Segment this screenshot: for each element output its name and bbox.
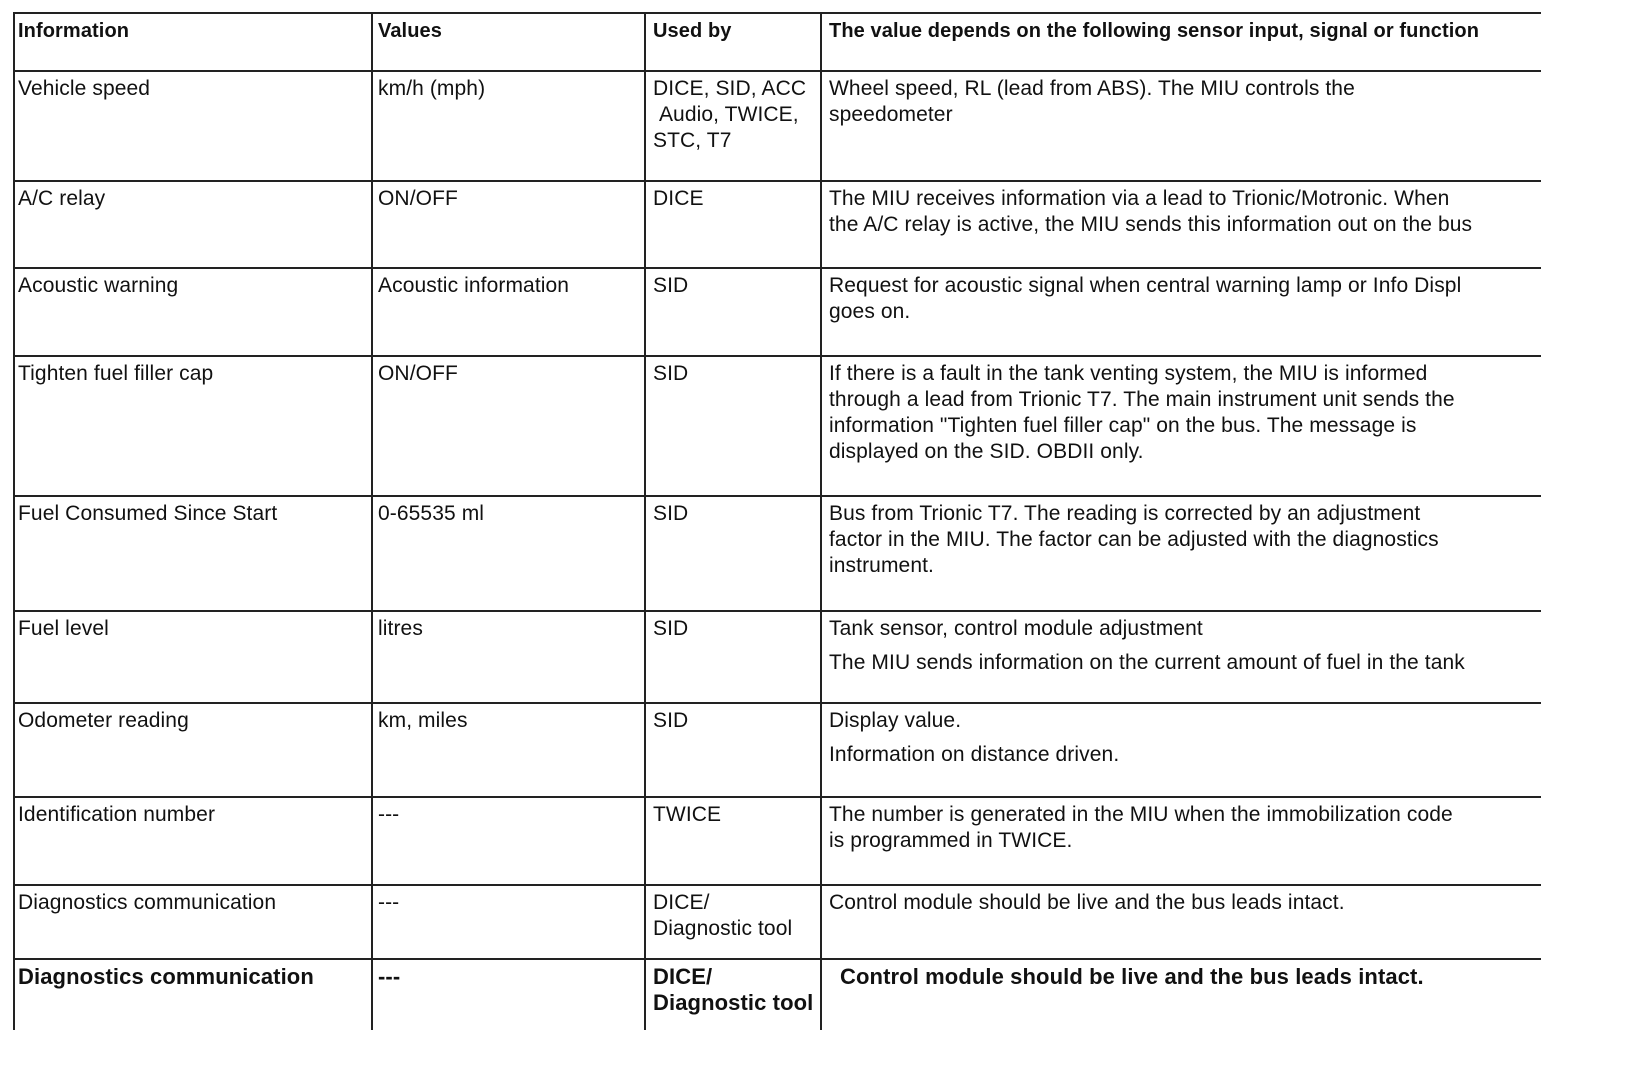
table-row: [13, 269, 1541, 357]
cell-used-by: DICE/ Diagnostic tool: [646, 960, 822, 1030]
depends-on-paragraph: Information on distance driven.: [829, 743, 1120, 766]
cell-information: Odometer reading: [13, 704, 373, 798]
cell-used-by: SID: [646, 357, 822, 497]
cell-depends-on: [822, 612, 1541, 704]
depends-on-paragraph: If there is a fault in the tank venting system, the MIU is informed through a lead from Trionic T7. The main instrument unit sends the information "Tighten fuel filler cap" on the bus. The message is displayed on the SID. OBDII only.: [829, 362, 1455, 463]
cell-values: ON/OFF: [373, 357, 646, 497]
cell-information: Identification number: [13, 798, 373, 886]
cell-information: A/C relay: [13, 182, 373, 269]
cell-values: Acoustic information: [373, 269, 646, 357]
table-row: [13, 182, 1541, 269]
header-used-by: Used by: [646, 12, 822, 72]
cell-depends-on: [822, 497, 1541, 612]
cell-used-by: SID: [646, 704, 822, 798]
table-row: [13, 704, 1541, 798]
table-row: [13, 612, 1541, 704]
cell-depends-on: [822, 960, 1541, 1030]
depends-on-paragraph: Control module should be live and the bus leads intact.: [840, 964, 1424, 989]
cell-values: ON/OFF: [373, 182, 646, 269]
cell-depends-on: [822, 357, 1541, 497]
cell-depends-on: [822, 886, 1541, 960]
cell-used-by: DICE: [646, 182, 822, 269]
header-values: Values: [373, 12, 646, 72]
cell-values: litres: [373, 612, 646, 704]
cell-values: ---: [373, 960, 646, 1030]
depends-on-paragraph: Wheel speed, RL (lead from ABS). The MIU controls the speedometer: [829, 77, 1355, 126]
header-information: Information: [13, 12, 373, 72]
cell-values: km, miles: [373, 704, 646, 798]
depends-on-paragraph: Bus from Trionic T7. The reading is corrected by an adjustment factor in the MIU. The factor can be adjusted with the diagnostics instrument.: [829, 502, 1439, 577]
cell-values: ---: [373, 886, 646, 960]
cell-values: ---: [373, 798, 646, 886]
data-table: [13, 12, 1541, 1030]
depends-on-paragraph: The MIU receives information via a lead to Trionic/Motronic. When the A/C relay is active, the MIU sends this information out on the bus: [829, 187, 1473, 236]
depends-on-paragraph: The number is generated in the MIU when the immobilization code is programmed in TWICE.: [829, 803, 1453, 852]
depends-on-paragraph: Request for acoustic signal when central warning lamp or Info Displ goes on.: [829, 274, 1462, 323]
cell-used-by: SID: [646, 497, 822, 612]
cell-depends-on: [822, 269, 1541, 357]
table-row: [13, 886, 1541, 960]
cell-information: Acoustic warning: [13, 269, 373, 357]
cell-used-by: DICE/ Diagnostic tool: [646, 886, 822, 960]
table-row: [13, 960, 1541, 1030]
cell-information: Diagnostics communication: [13, 960, 373, 1030]
cell-used-by: TWICE: [646, 798, 822, 886]
cell-information: Fuel Consumed Since Start: [13, 497, 373, 612]
table-header-row: [13, 12, 1541, 72]
table-row: [13, 357, 1541, 497]
depends-on-paragraph: Tank sensor, control module adjustment: [829, 617, 1203, 640]
cell-used-by: SID: [646, 269, 822, 357]
cell-information: Vehicle speed: [13, 72, 373, 182]
cell-depends-on: [822, 72, 1541, 182]
cell-depends-on: [822, 704, 1541, 798]
cell-depends-on: [822, 182, 1541, 269]
cell-depends-on: [822, 798, 1541, 886]
depends-on-paragraph: Display value.: [829, 709, 962, 732]
cell-information: Diagnostics communication: [13, 886, 373, 960]
cell-values: km/h (mph): [373, 72, 646, 182]
header-depends-on: The value depends on the following sensor input, signal or function: [829, 20, 1480, 42]
depends-on-paragraph: The MIU sends information on the current amount of fuel in the tank: [829, 651, 1465, 674]
cell-values: 0-65535 ml: [373, 497, 646, 612]
cell-used-by: SID: [646, 612, 822, 704]
table-row: [13, 798, 1541, 886]
depends-on-paragraph: Control module should be live and the bus leads intact.: [829, 891, 1345, 914]
cell-information: Tighten fuel filler cap: [13, 357, 373, 497]
table-row: [13, 72, 1541, 182]
cell-used-by: DICE, SID, ACC Audio, TWICE, STC, T7: [646, 72, 822, 182]
table-row: [13, 497, 1541, 612]
cell-information: Fuel level: [13, 612, 373, 704]
